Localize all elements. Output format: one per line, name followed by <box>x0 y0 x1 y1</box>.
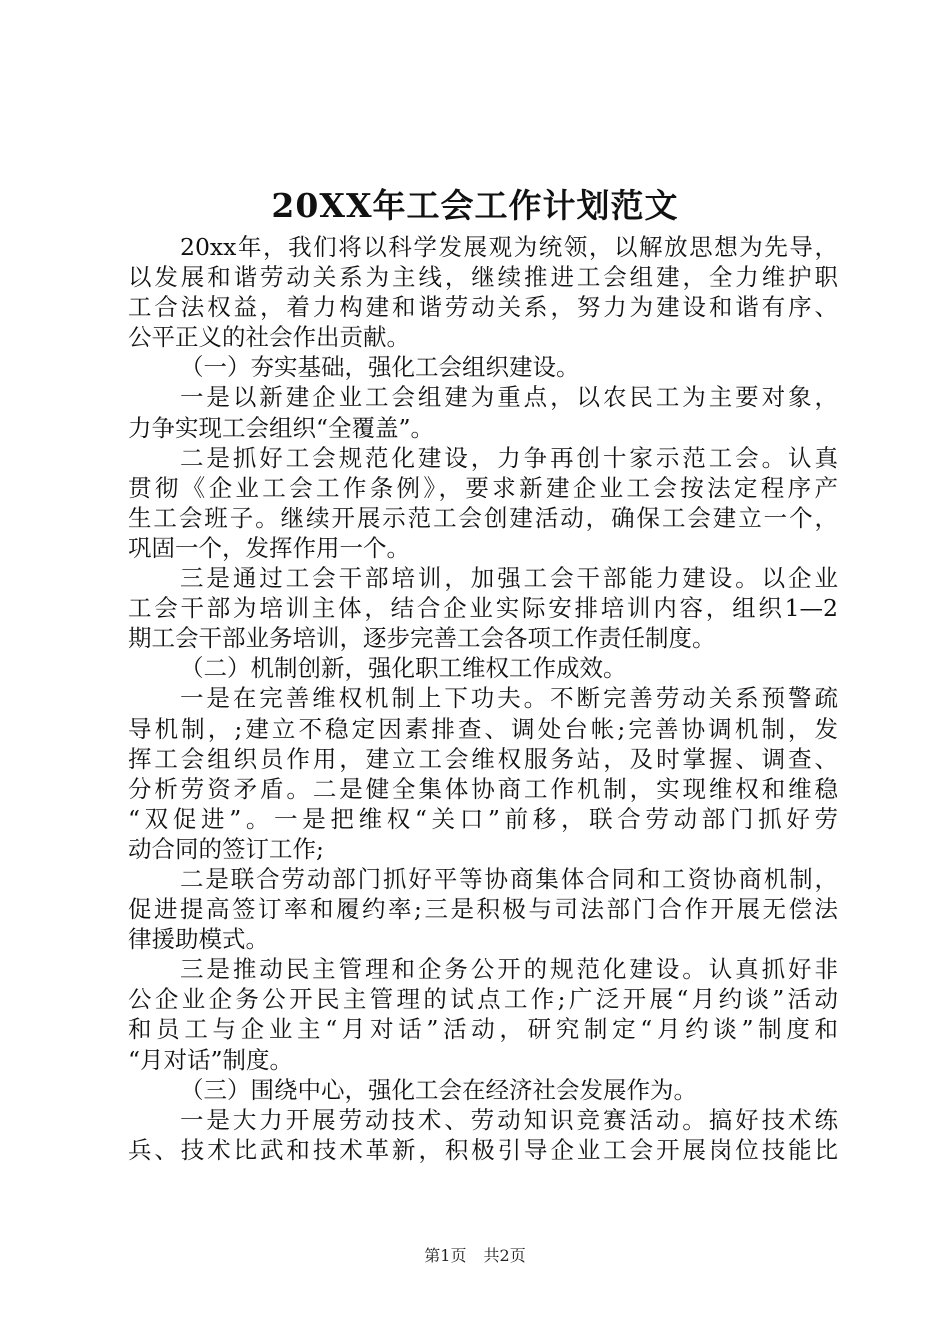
text-line: 一是大力开展劳动技术、劳动知识竞赛活动。搞好技术练 <box>180 1105 838 1134</box>
text-line: 工合法权益，着力构建和谐劳动关系，努力为建设和谐有序、 <box>128 293 838 322</box>
text-line: 兵、技术比武和技术革新，积极引导企业工会开展岗位技能比 <box>128 1135 838 1164</box>
page-total: 共2页 <box>483 1246 526 1265</box>
page-footer <box>0 1244 950 1268</box>
text-line: “月对话”制度。 <box>128 1045 294 1074</box>
text-line: 以发展和谐劳动关系为主线，继续推进工会组建，全力维护职 <box>128 263 838 292</box>
text-line: 工会干部为培训主体，结合企业实际安排培训内容，组织1—2 <box>128 594 838 623</box>
text-line: 二是联合劳动部门抓好平等协商集体合同和工资协商机制， <box>180 864 838 893</box>
text-line: 分析劳资矛盾。二是健全集体协商工作机制，实现维权和维稳 <box>128 774 838 803</box>
text-line: 一是以新建企业工会组建为重点，以农民工为主要对象， <box>180 383 838 412</box>
text-line: 贯彻《企业工会工作条例》，要求新建企业工会按法定程序产 <box>128 473 838 502</box>
text-line: 20xx年，我们将以科学发展观为统领，以解放思想为先导， <box>180 233 838 261</box>
text-line: 公企业企务公开民主管理的试点工作;广泛开展“月约谈”活动 <box>128 985 838 1014</box>
document-body <box>128 232 838 1165</box>
text-line: 导机制，;建立不稳定因素排查、调处台帐;完善协调机制，发 <box>128 714 838 743</box>
text-line: 和员工与企业主“月对话”活动，研究制定“月约谈”制度和 <box>128 1015 838 1044</box>
text-line: 促进提高签订率和履约率;三是积极与司法部门合作开展无偿法 <box>128 895 838 924</box>
text-line: 生工会班子。继续开展示范工会创建活动，确保工会建立一个， <box>128 503 838 532</box>
text-line: 挥工会组织员作用，建立工会维权服务站，及时掌握、调查、 <box>128 744 838 773</box>
text-line: 一是在完善维权机制上下功夫。不断完善劳动关系预警疏 <box>180 684 838 713</box>
text-line: （二）机制创新，强化职工维权工作成效。 <box>180 654 627 683</box>
text-line: 巩固一个，发挥作用一个。 <box>128 533 410 562</box>
text-line: 期工会干部业务培训，逐步完善工会各项工作责任制度。 <box>128 624 716 653</box>
text-line: 二是抓好工会规范化建设，力争再创十家示范工会。认真 <box>180 443 838 472</box>
text-line: 公平正义的社会作出贡献。 <box>128 323 410 352</box>
document-title: 20XX年工会工作计划范文 <box>271 186 679 225</box>
text-line: （三）围绕中心，强化工会在经济社会发展作为。 <box>180 1075 697 1104</box>
text-line: 律援助模式。 <box>128 925 269 954</box>
text-line: （一）夯实基础，强化工会组织建设。 <box>180 353 580 382</box>
text-line: 三是通过工会干部培训，加强工会干部能力建设。以企业 <box>180 564 838 593</box>
text-line: 力争实现工会组织“全覆盖”。 <box>128 413 435 442</box>
text-line: “双促进”。一是把维权“关口”前移，联合劳动部门抓好劳 <box>128 804 838 833</box>
text-line: 动合同的签订工作; <box>128 834 324 863</box>
text-line: 三是推动民主管理和企务公开的规范化建设。认真抓好非 <box>180 955 838 984</box>
page-number: 第1页 <box>424 1246 467 1265</box>
